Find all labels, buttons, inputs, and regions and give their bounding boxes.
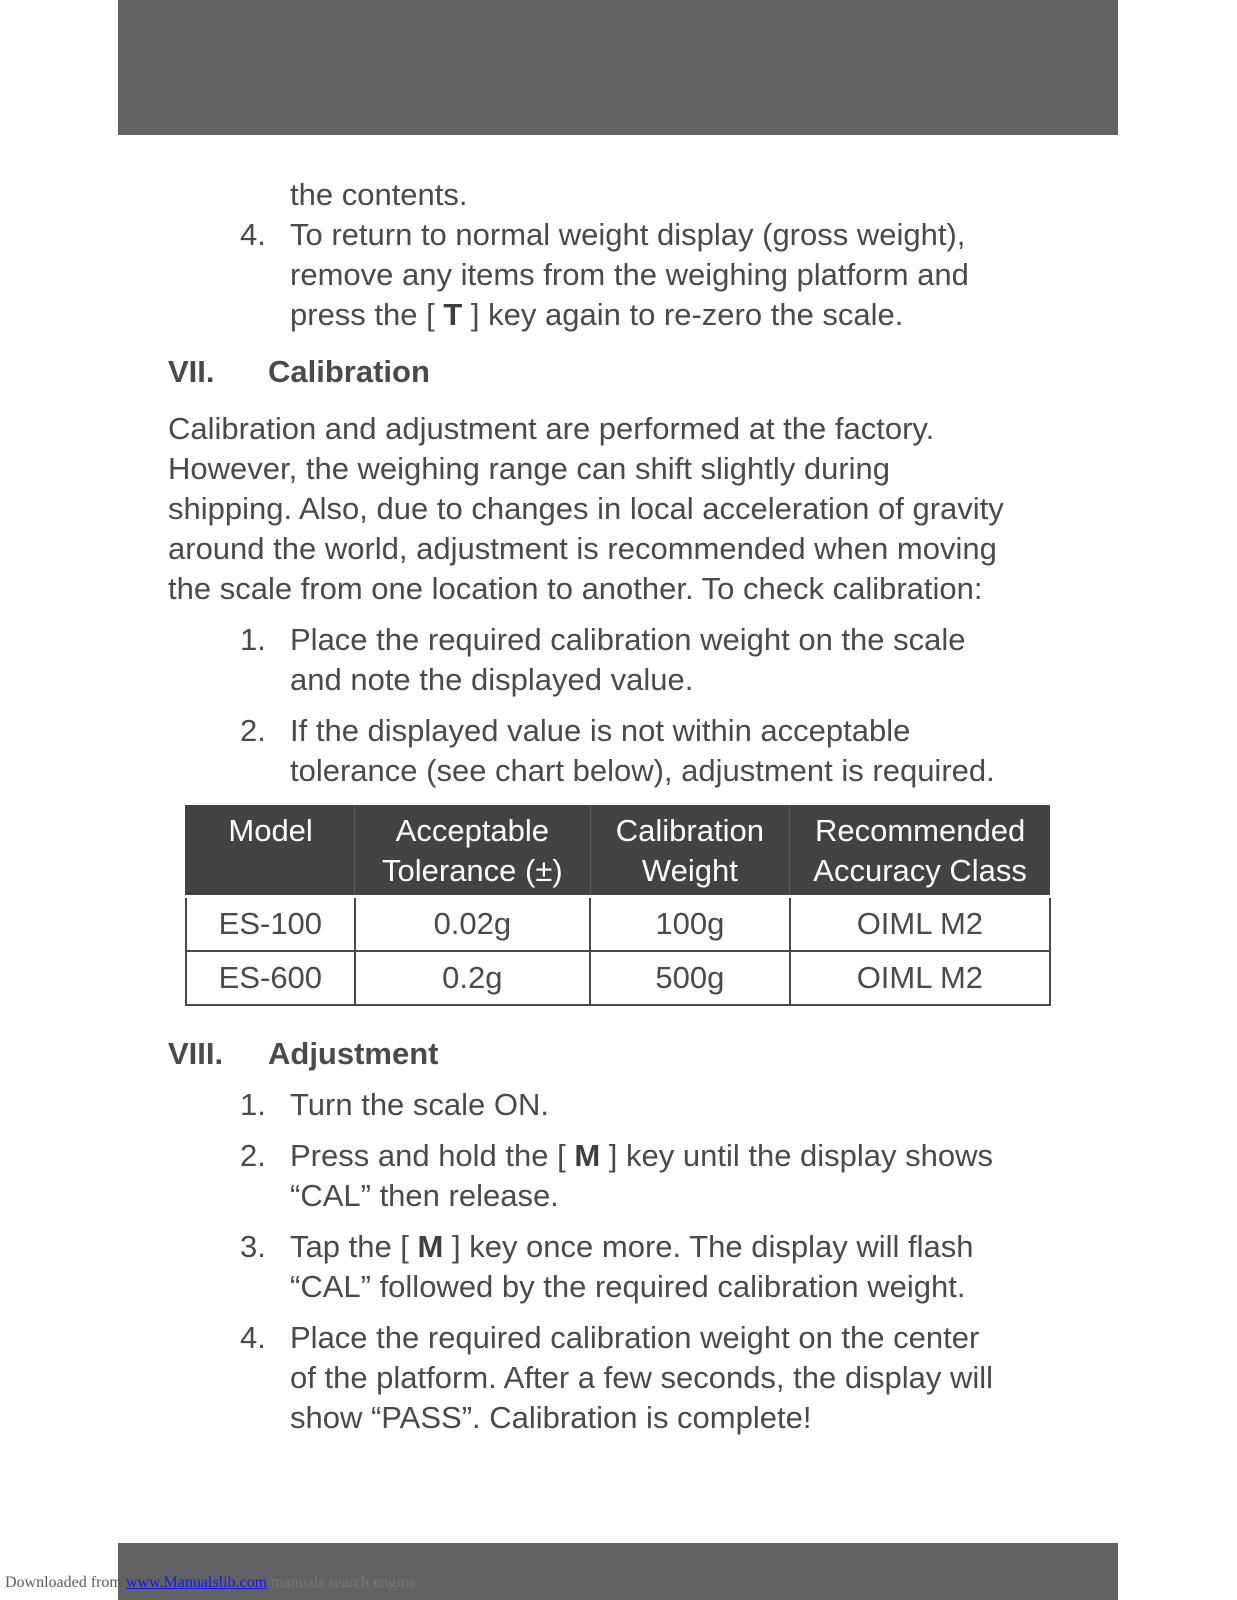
table-cell: 100g	[590, 897, 790, 952]
column-header-calibration-weight: Calibration Weight	[590, 805, 790, 897]
table-cell: 500g	[590, 951, 790, 1005]
column-header-accuracy-class: Recommended Accuracy Class	[790, 805, 1050, 897]
list-number: 3.	[240, 1229, 266, 1264]
column-header-tolerance: Acceptable Tolerance (±)	[355, 805, 590, 897]
list-number: 4.	[240, 1320, 266, 1355]
list-number: 1.	[240, 622, 266, 657]
table-header-row	[186, 805, 1050, 897]
table-cell: 0.02g	[355, 897, 590, 952]
download-footer: Downloaded from www.Manualslib.com manuals search engine	[5, 1574, 416, 1591]
list-number: 2.	[240, 1138, 266, 1173]
tolerance-table	[185, 805, 1051, 1006]
column-header-model: Model	[186, 805, 355, 897]
key-label: M	[417, 1229, 444, 1264]
table-cell: ES-100	[186, 897, 355, 952]
table-cell: OIML M2	[790, 897, 1050, 952]
table-cell: ES-600	[186, 951, 355, 1005]
table-row	[186, 897, 1050, 952]
list-number: 1.	[240, 1087, 266, 1122]
table-row	[186, 951, 1050, 1005]
calibration-paragraph: Calibration and adjustment are performed at the factory. However, the weighing range can shift slightly during shipping. Also, due to changes in local acceleration of gravity around the world, adjustment is recommended when moving the scale from one location to another. To check calibration:	[168, 411, 1004, 606]
table-cell: 0.2g	[355, 951, 590, 1005]
key-label: M	[574, 1138, 601, 1173]
key-label: T	[443, 297, 463, 332]
list-number: 4.	[240, 217, 266, 252]
header-band	[118, 0, 1118, 135]
manualslib-link[interactable]: www.Manualslib.com	[125, 1574, 268, 1591]
list-number: 2.	[240, 713, 266, 748]
table-cell: OIML M2	[790, 951, 1050, 1005]
